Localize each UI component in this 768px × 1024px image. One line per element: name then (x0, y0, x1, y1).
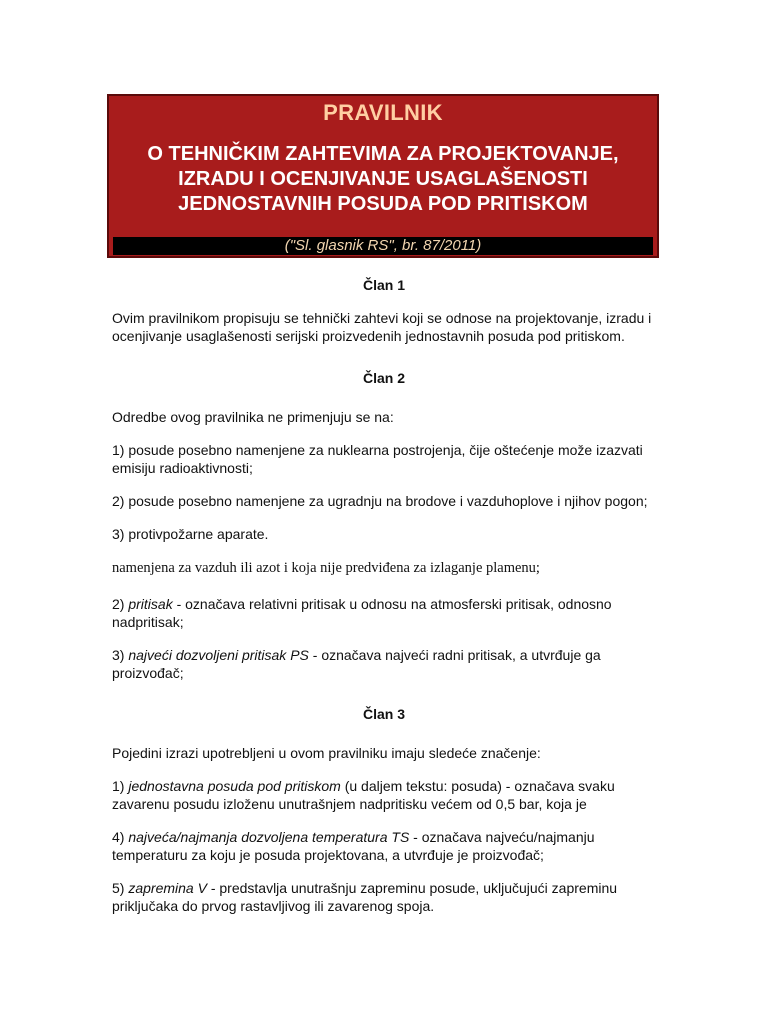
definition-text: - označava najveću/najmanju temperaturu za koju je posuda projektovana, a utvrđuje je proizvođač; (112, 829, 595, 863)
definition-term: pritisak (128, 596, 173, 612)
definition-number: 2) (112, 596, 129, 612)
definition-ts (112, 828, 656, 864)
article-2-item-2: 2) posude posebno namenjene za ugradnju na brodove i vazduhoplove i njihov pogon; (112, 493, 648, 509)
definition-number: 1) (112, 778, 129, 794)
definition-number: 5) (112, 880, 129, 896)
article-2-heading: Član 2 (362, 370, 405, 386)
definition-text: - označava najveći radni pritisak, a utvrđuje ga proizvođač; (112, 647, 601, 681)
document-body (112, 276, 656, 915)
article-2-item-1: 1) posude posebno namenjene za nuklearna postrojenja, čije oštećenje može izazvati emisiju radioaktivnosti; (112, 442, 643, 476)
definition-text: - označava relativni pritisak u odnosu na atmosferski pritisak, odnosno nadpritisak; (112, 596, 612, 630)
article-3-intro: Pojedini izrazi upotrebljeni u ovom pravilniku imaju sledeće značenje: (112, 745, 541, 761)
gazette-reference: ("Sl. glasnik RS", br. 87/2011) (113, 237, 653, 255)
document-subtitle: O TEHNIČKIM ZAHTEVIMA ZA PROJEKTOVANJE, IZRADU I OCENJIVANJE USAGLAŠENOSTI JEDNOSTAVNIH POSUDA POD PRITISKOM (147, 143, 619, 215)
definition-number: 4) (112, 829, 129, 845)
article-2-item-3: 3) protivpožarne aparate. (112, 526, 269, 542)
definition-pritisak (112, 595, 656, 631)
definition-text: - predstavlja unutrašnju zapreminu posude, uključujući zapreminu priključaka do prvog rastavljivog ili zavarenog spoja. (112, 880, 618, 914)
definition-posuda (112, 777, 656, 813)
title-banner (107, 94, 659, 258)
definition-term: najveća/najmanja dozvoljena temperatura TS (128, 829, 410, 845)
definition-term: zapremina V (128, 880, 207, 896)
article-2-intro: Odredbe ovog pravilnika ne primenjuju se na: (112, 409, 394, 425)
article-3-heading: Član 3 (362, 706, 405, 722)
definition-term: jednostavna posuda pod pritiskom (128, 778, 341, 794)
definition-text: (u daljem tekstu: posuda) - označava svaku zavarenu posudu izloženu unutrašnjem nadpritisku većem od 0,5 bar, koja je (112, 778, 615, 812)
document-title: PRAVILNIK (323, 100, 443, 125)
definition-ps (112, 646, 656, 682)
article-1-heading: Član 1 (362, 277, 405, 293)
text-fragment: namenjena za vazduh ili azot i koja nije predviđena za izlaganje plamenu; (112, 560, 540, 576)
article-1-text: Ovim pravilnikom propisuju se tehnički zahtevi koji se odnose na projektovanje, izradu i ocenjivanje usaglašenosti serijski proizvedenih jednostavnih posuda pod pritiskom. (112, 310, 652, 344)
definition-number: 3) (112, 647, 129, 663)
definition-term: najveći dozvoljeni pritisak PS (128, 647, 309, 663)
definition-v (112, 879, 656, 915)
